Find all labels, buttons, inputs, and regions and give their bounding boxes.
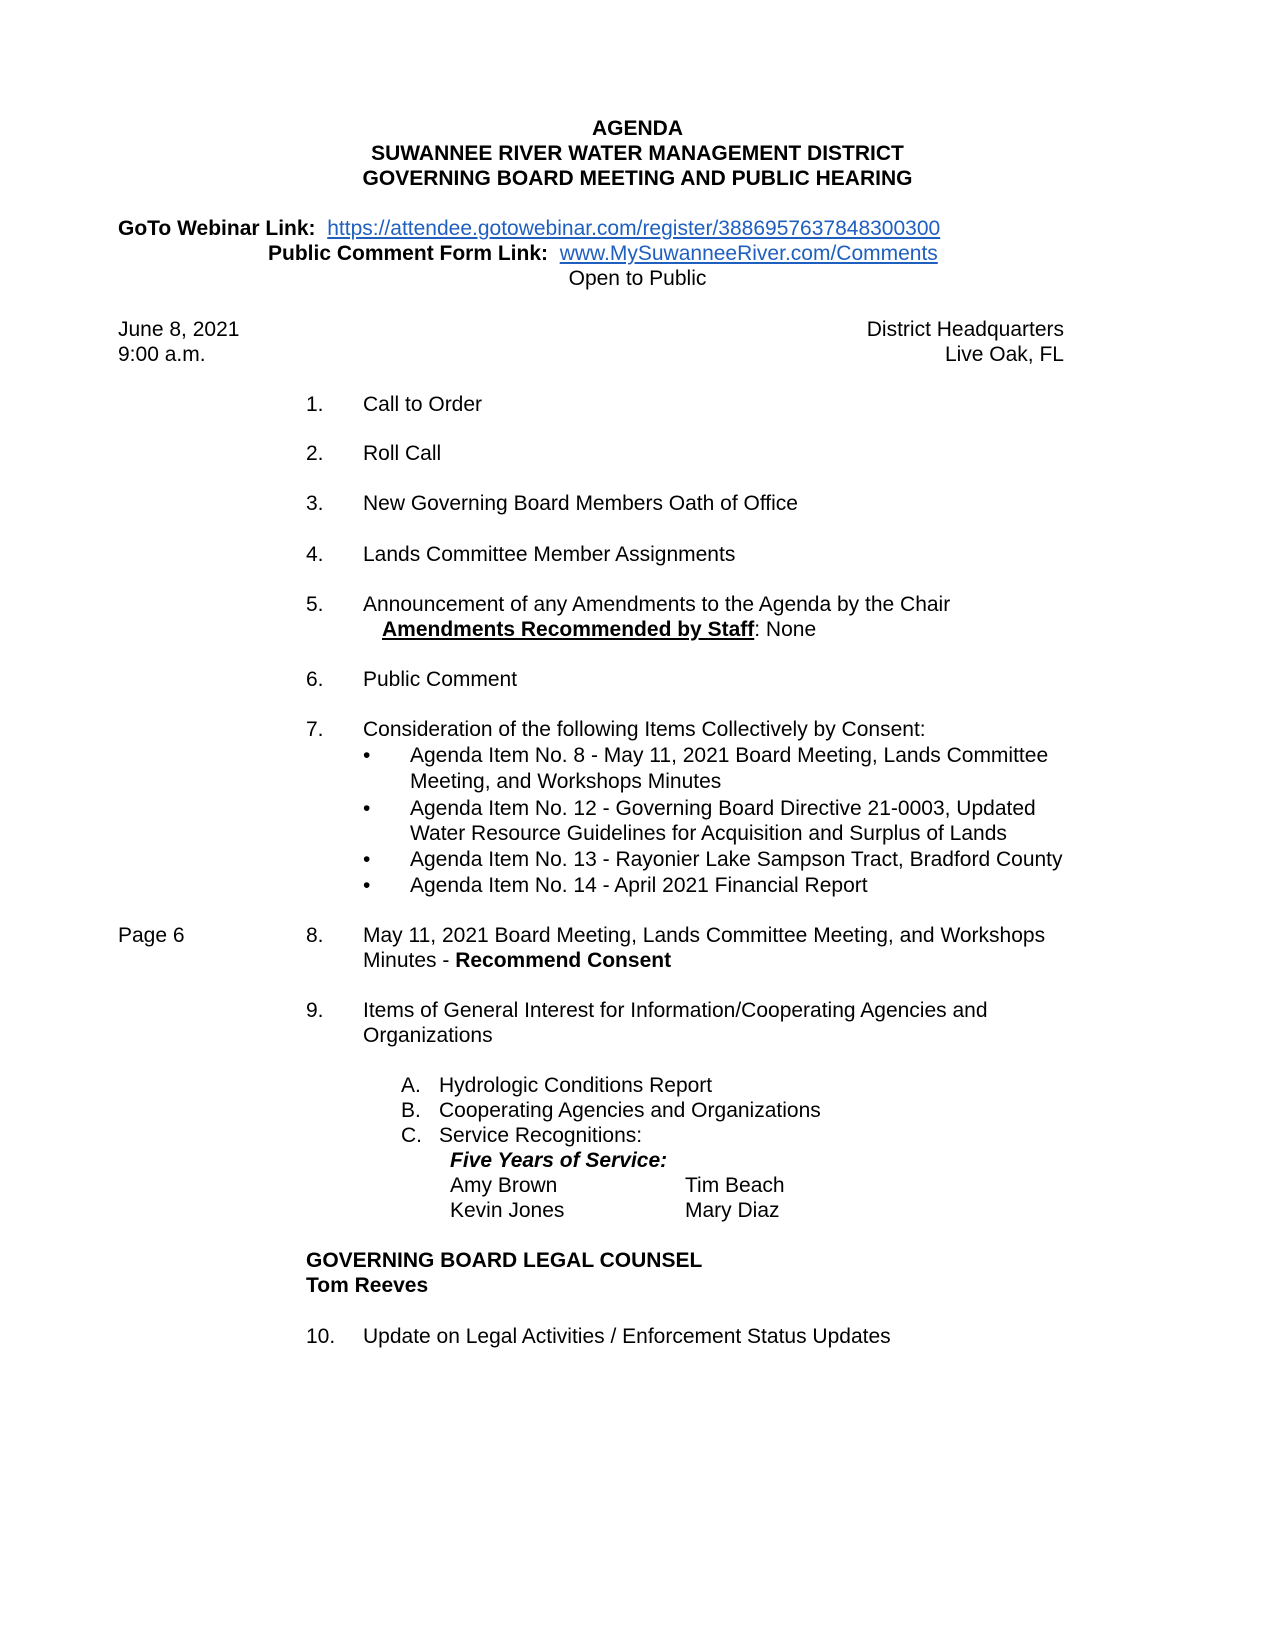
- honoree-name: Amy Brown: [450, 1174, 558, 1197]
- section-person: Tom Reeves: [306, 1274, 429, 1297]
- meeting-city: Live Oak, FL: [944, 343, 1064, 366]
- item-number: 4.: [306, 543, 324, 566]
- sub-letter: A.: [401, 1074, 421, 1097]
- item-number: 5.: [306, 593, 324, 616]
- consent-item-cont: Meeting, and Workshops Minutes: [410, 770, 722, 793]
- item-number: 8.: [306, 924, 324, 947]
- meeting-date: June 8, 2021: [118, 318, 240, 341]
- item-number: 9.: [306, 999, 324, 1022]
- item-text-cont: [363, 948, 671, 974]
- consent-item: Agenda Item No. 13 - Rayonier Lake Sampson Tract, Bradford County: [410, 848, 1063, 871]
- meeting-title: GOVERNING BOARD MEETING AND PUBLIC HEARING: [362, 167, 913, 190]
- item-number: 2.: [306, 442, 324, 465]
- item-text: Consideration of the following Items Collectively by Consent:: [363, 718, 926, 741]
- item-text: Update on Legal Activities / Enforcement Status Updates: [363, 1325, 891, 1348]
- honoree-name: Mary Diaz: [685, 1199, 780, 1222]
- sub-item: Hydrologic Conditions Report: [439, 1074, 713, 1097]
- amendments-line: [382, 617, 816, 643]
- open-to-public: Open to Public: [568, 267, 707, 290]
- item-number: 3.: [306, 492, 324, 515]
- sub-letter: C.: [401, 1124, 422, 1147]
- webinar-label: GoTo Webinar Link:: [118, 217, 316, 240]
- comment-label: Public Comment Form Link:: [268, 242, 549, 265]
- item-text: Items of General Interest for Information/Cooperating Agencies and: [363, 999, 988, 1022]
- amendments-value: : None: [754, 618, 817, 641]
- bullet-icon: •: [363, 874, 371, 897]
- consent-item: Agenda Item No. 12 - Governing Board Directive 21-0003, Updated: [410, 797, 1036, 820]
- honoree-name: Tim Beach: [685, 1174, 785, 1197]
- item-text: Roll Call: [363, 442, 442, 465]
- sub-item: Cooperating Agencies and Organizations: [439, 1099, 821, 1122]
- section-heading: GOVERNING BOARD LEGAL COUNSEL: [306, 1249, 703, 1272]
- webinar-link[interactable]: https://attendee.gotowebinar.com/register/3886957637848300300: [327, 217, 941, 240]
- meeting-time: 9:00 a.m.: [118, 343, 206, 366]
- item-number: 7.: [306, 718, 324, 741]
- item-text: May 11, 2021 Board Meeting, Lands Committee Meeting, and Workshops: [363, 924, 1046, 947]
- bullet-icon: •: [363, 797, 371, 820]
- item-number: 1.: [306, 393, 324, 416]
- agenda-title: AGENDA: [591, 117, 683, 140]
- bullet-icon: •: [363, 744, 371, 767]
- sub-letter: B.: [401, 1099, 421, 1122]
- service-heading: Five Years of Service:: [450, 1149, 668, 1172]
- consent-item: Agenda Item No. 14 - April 2021 Financial Report: [410, 874, 868, 897]
- recommend-consent: Recommend Consent: [455, 949, 672, 972]
- comment-link[interactable]: www.MySuwanneeRiver.com/Comments: [559, 242, 938, 265]
- district-name: SUWANNEE RIVER WATER MANAGEMENT DISTRICT: [371, 142, 904, 165]
- comment-line: [268, 241, 938, 267]
- item-text: New Governing Board Members Oath of Office: [363, 492, 798, 515]
- amendments-label: Amendments Recommended by Staff: [382, 618, 755, 641]
- item-number: 10.: [306, 1325, 336, 1348]
- item-number: 6.: [306, 668, 324, 691]
- meeting-location: District Headquarters: [866, 318, 1064, 341]
- webinar-line: [118, 216, 940, 242]
- item-text-cont: Organizations: [363, 1024, 493, 1047]
- page-reference: Page 6: [118, 924, 185, 947]
- item-text: Call to Order: [363, 393, 483, 416]
- minutes-text: Minutes -: [363, 949, 456, 972]
- sub-item: Service Recognitions:: [439, 1124, 643, 1147]
- bullet-icon: •: [363, 848, 371, 871]
- item-text: Lands Committee Member Assignments: [363, 543, 736, 566]
- honoree-name: Kevin Jones: [450, 1199, 565, 1222]
- consent-item: Agenda Item No. 8 - May 11, 2021 Board Meeting, Lands Committee: [410, 744, 1049, 767]
- item-text: Announcement of any Amendments to the Agenda by the Chair: [363, 593, 951, 616]
- item-text: Public Comment: [363, 668, 518, 691]
- consent-item-cont: Water Resource Guidelines for Acquisition and Surplus of Lands: [410, 822, 1007, 845]
